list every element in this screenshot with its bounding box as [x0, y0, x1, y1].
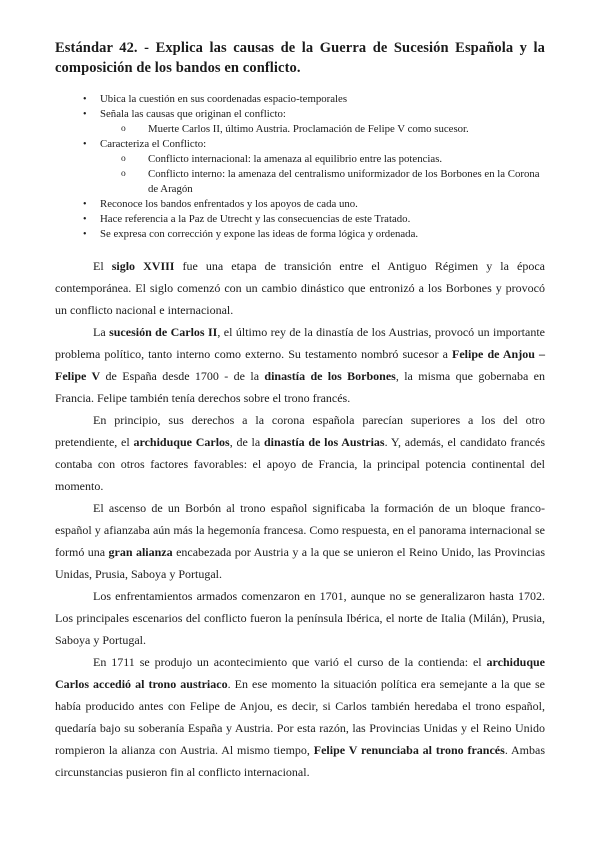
objective-item: [55, 227, 545, 242]
objective-item: [55, 107, 545, 122]
objective-text: Muerte Carlos II, último Austria. Proclamación de Felipe V como sucesor.: [148, 123, 469, 135]
paragraph: [55, 255, 545, 321]
text-run: . Y, además, el candidato francés contaba con otros factores favorables: el apoyo de Francia, la principal potencia continental del momento.: [55, 435, 545, 493]
bold-text-run: archiduque Carlos: [133, 435, 230, 449]
objective-text: Conflicto interno: la amenaza del centralismo uniformizador de los Borbones en la Corona de Aragón: [148, 168, 540, 195]
bold-text-run: dinastía de los Austrias: [263, 435, 385, 449]
objective-item: [55, 212, 545, 227]
paragraph: [55, 321, 545, 409]
paragraph: [55, 409, 545, 497]
bold-text-run: gran alianza: [108, 545, 173, 559]
objective-item: [55, 92, 545, 107]
objective-text: Hace referencia a la Paz de Utrecht y las consecuencias de este Tratado.: [100, 213, 411, 225]
objective-text: Señala las causas que originan el conflicto:: [100, 108, 286, 120]
objective-item: [55, 122, 545, 137]
circle-icon: o: [121, 169, 126, 179]
text-run: encabezada por Austria y a la que se unieron el Reino Unido, las Provincias Unidas, Prusia, Saboya y Portugal.: [55, 545, 545, 581]
circle-icon: o: [121, 154, 126, 164]
objective-item: [55, 197, 545, 212]
objective-item: [55, 167, 545, 197]
bullet-icon: •: [83, 229, 87, 240]
objectives-list: [55, 92, 545, 242]
text-run: El: [93, 259, 112, 273]
text-run: , de la: [229, 435, 264, 449]
bullet-icon: •: [83, 139, 87, 150]
text-run: La: [93, 325, 110, 339]
text-run: , el último rey de la dinastía de los Austrias, provocó un importante problema político, tanto interno como externo. Su testamento nombró sucesor a: [55, 325, 545, 361]
body-paragraphs: [55, 255, 545, 783]
objective-item: [55, 152, 545, 167]
objective-text: Conflicto internacional: la amenaza al equilibrio entre las potencias.: [148, 153, 443, 165]
text-run: En principio, sus derechos a la corona española parecían superiores a los del otro pretendiente, el: [55, 413, 545, 449]
text-run: de España desde 1700 - de la: [100, 369, 265, 383]
text-run: . Ambas circunstancias pusieron fin al conflicto internacional.: [55, 743, 545, 779]
bold-text-run: sucesión de Carlos II: [109, 325, 218, 339]
objective-text: Ubica la cuestión en sus coordenadas espacio-temporales: [100, 93, 348, 105]
objective-text: Caracteriza el Conflicto:: [100, 138, 207, 150]
paragraph: [55, 585, 545, 651]
text-run: fue una etapa de transición entre el Antiguo Régimen y la época contemporánea. El siglo comenzó con un cambio dinástico que entronizó a los Borbones y provocó un conflicto nacional e internacional.: [55, 259, 545, 317]
bold-text-run: archiduque Carlos accedió al trono austriaco: [55, 655, 545, 691]
text-run: En 1711 se produjo un acontecimiento que varió el curso de la contienda: el: [93, 655, 487, 669]
objective-text: Se expresa con corrección y expone las ideas de forma lógica y ordenada.: [100, 228, 419, 240]
bullet-icon: •: [83, 109, 87, 120]
bold-text-run: Felipe de Anjou – Felipe V: [55, 347, 545, 383]
bold-text-run: Felipe V renunciaba al trono francés: [313, 743, 505, 757]
text-run: , la misma que gobernaba en Francia. Felipe también tenía derechos sobre el trono francés.: [55, 369, 545, 405]
bullet-icon: •: [83, 214, 87, 225]
objective-item: [55, 137, 545, 152]
bullet-icon: •: [83, 199, 87, 210]
circle-icon: o: [121, 124, 126, 134]
text-run: El ascenso de un Borbón al trono español significaba la formación de un bloque franco-español y afianzaba aún más la hegemonía francesa. Como respuesta, en el panorama internacional se formó una: [55, 501, 545, 559]
paragraph: [55, 651, 545, 783]
bullet-icon: •: [83, 94, 87, 105]
text-run: Los enfrentamientos armados comenzaron en 1701, aunque no se generalizaron hasta 1702. Los principales escenarios del conflicto fueron la península Ibérica, el norte de Italia (Milán), Prusia, Saboya y Portugal.: [55, 589, 545, 647]
page-title: Estándar 42. - Explica las causas de la Guerra de Sucesión Española y la composición de los bandos en conflicto.: [55, 40, 545, 76]
bold-text-run: dinastía de los Borbones: [264, 369, 396, 383]
paragraph: [55, 497, 545, 585]
objective-text: Reconoce los bandos enfrentados y los apoyos de cada uno.: [100, 198, 358, 210]
bold-text-run: siglo XVIII: [111, 259, 175, 273]
text-run: . En ese momento la situación política era semejante a la que se había producido antes con Felipe de Anjou, es decir, si Carlos también heredaba el trono español, quedaría bajo su soberanía España y Austria. Por esta razón, las Provincias Unidas y el Reino Unido rompieron la alianza con Austria. Al mismo tiempo,: [55, 677, 545, 757]
